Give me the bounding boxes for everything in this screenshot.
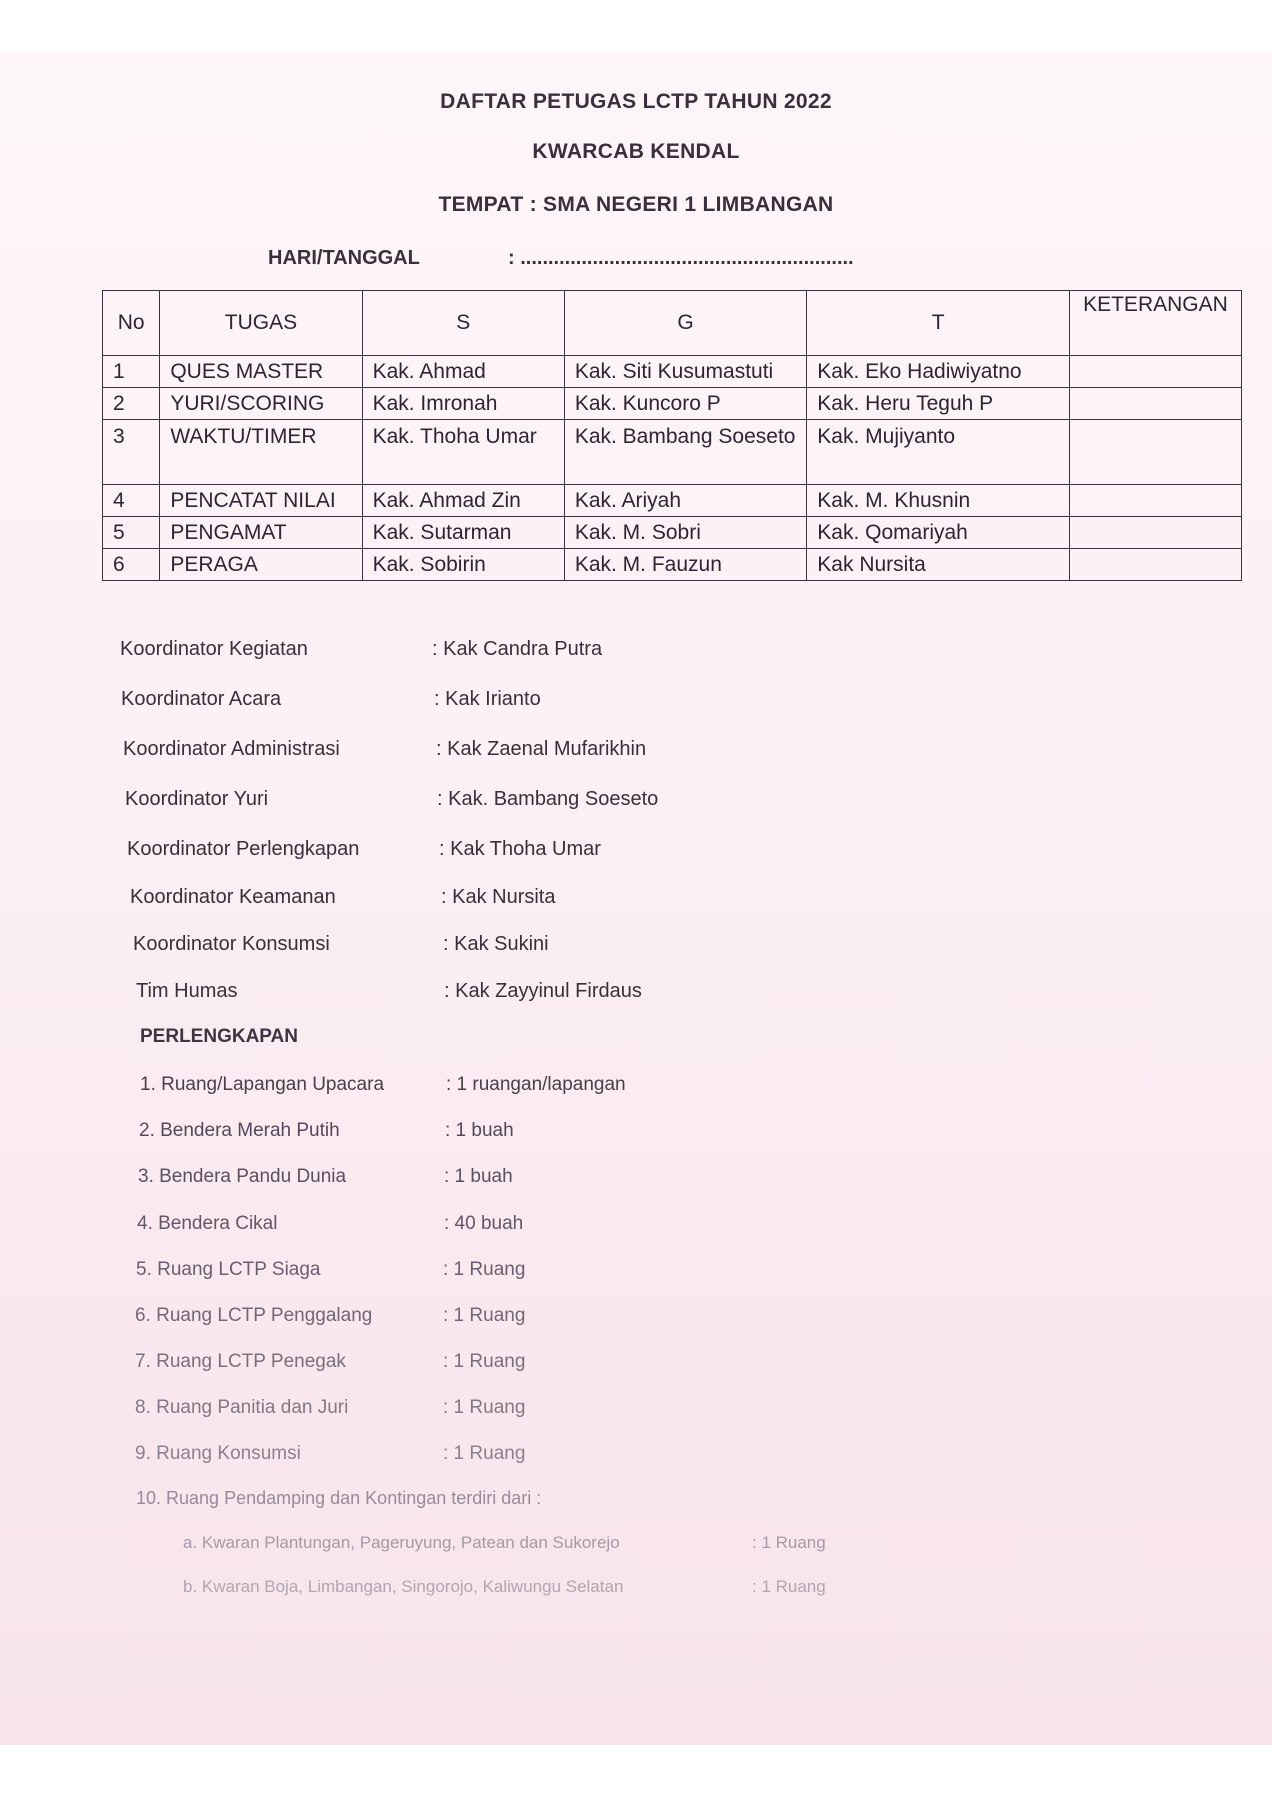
table-row [103, 549, 1242, 581]
cell-g: Kak. Kuncoro P [564, 388, 806, 420]
equipment-qty: : 1 Ruang [443, 1443, 526, 1464]
cell-keterangan [1069, 420, 1241, 485]
cell-keterangan [1069, 388, 1241, 420]
coordinator-label: Koordinator Kegiatan [120, 638, 308, 660]
table-header-row [103, 291, 1242, 356]
coordinator-label: Koordinator Perlengkapan [127, 838, 360, 860]
table-row [103, 420, 1242, 485]
column-header: TUGAS [160, 291, 362, 356]
equipment-subitem-qty: : 1 Ruang [752, 1533, 826, 1552]
cell-no: 1 [103, 356, 160, 388]
equipment-subitem-qty: : 1 Ruang [752, 1577, 826, 1596]
equipment-qty: : 1 buah [445, 1120, 514, 1141]
cell-s: Kak. Thoha Umar [362, 420, 564, 485]
coordinator-value: : Kak Thoha Umar [439, 838, 601, 860]
table-row [103, 388, 1242, 420]
cell-no: 2 [103, 388, 160, 420]
cell-t: Kak Nursita [807, 549, 1070, 581]
coordinator-label: Koordinator Konsumsi [133, 933, 330, 955]
cell-g: Kak. M. Sobri [564, 517, 806, 549]
cell-s: Kak. Sutarman [362, 517, 564, 549]
equipment-item: 1. Ruang/Lapangan Upacara [140, 1074, 385, 1095]
date-label: HARI/TANGGAL [268, 247, 420, 269]
cell-tugas: PENGAMAT [160, 517, 362, 549]
coordinator-label: Koordinator Acara [121, 688, 282, 710]
cell-g: Kak. Bambang Soeseto [564, 420, 806, 485]
coordinator-label: Koordinator Yuri [125, 788, 269, 810]
equipment-item: 9. Ruang Konsumsi [135, 1443, 301, 1464]
coordinator-label: Koordinator Administrasi [123, 738, 340, 760]
coordinator-value: : Kak Zaenal Mufarikhin [436, 738, 647, 760]
cell-g: Kak. Siti Kusumastuti [564, 356, 806, 388]
coordinator-label: Tim Humas [136, 980, 238, 1002]
cell-tugas: WAKTU/TIMER [160, 420, 362, 485]
cell-s: Kak. Sobirin [362, 549, 564, 581]
cell-t: Kak. Qomariyah [807, 517, 1070, 549]
coordinator-value: : Kak Nursita [441, 886, 556, 908]
equipment-qty: : 1 ruangan/lapangan [446, 1074, 626, 1095]
equipment-item: 7. Ruang LCTP Penegak [135, 1351, 346, 1372]
venue-line: TEMPAT : SMA NEGERI 1 LIMBANGAN [438, 193, 834, 216]
cell-t: Kak. Mujiyanto [807, 420, 1070, 485]
equipment-item: 8. Ruang Panitia dan Juri [135, 1397, 349, 1418]
cell-keterangan [1069, 485, 1241, 517]
equipment-subitem: a. Kwaran Plantungan, Pageruyung, Patean dan Sukorejo [183, 1533, 620, 1552]
document-title: DAFTAR PETUGAS LCTP TAHUN 2022 [440, 90, 832, 113]
organization-name: KWARCAB KENDAL [532, 140, 740, 163]
cell-s: Kak. Imronah [362, 388, 564, 420]
coordinator-value: : Kak Zayyinul Firdaus [444, 980, 642, 1002]
equipment-subitem: b. Kwaran Boja, Limbangan, Singorojo, Kaliwungu Selatan [183, 1577, 624, 1596]
column-header: S [362, 291, 564, 356]
cell-tugas: YURI/SCORING [160, 388, 362, 420]
cell-no: 4 [103, 485, 160, 517]
cell-g: Kak. M. Fauzun [564, 549, 806, 581]
cell-keterangan [1069, 356, 1241, 388]
cell-keterangan [1069, 517, 1241, 549]
equipment-qty: : 1 Ruang [443, 1397, 526, 1418]
equipment-qty: : 1 Ruang [443, 1305, 526, 1326]
coordinator-label: Koordinator Keamanan [130, 886, 336, 908]
cell-tugas: PERAGA [160, 549, 362, 581]
cell-t: Kak. Eko Hadiwiyatno [807, 356, 1070, 388]
roster-table [102, 290, 1242, 581]
cell-keterangan [1069, 549, 1241, 581]
equipment-qty: : 1 Ruang [443, 1351, 526, 1372]
equipment-qty: : 1 Ruang [443, 1259, 526, 1280]
cell-t: Kak. Heru Teguh P [807, 388, 1070, 420]
equipment-item: 6. Ruang LCTP Penggalang [135, 1305, 373, 1326]
coordinator-value: : Kak Irianto [434, 688, 541, 710]
cell-t: Kak. M. Khusnin [807, 485, 1070, 517]
equipment-item: 4. Bendera Cikal [137, 1213, 278, 1234]
date-row [268, 247, 854, 270]
cell-tugas: QUES MASTER [160, 356, 362, 388]
cell-no: 5 [103, 517, 160, 549]
cell-s: Kak. Ahmad [362, 356, 564, 388]
cell-s: Kak. Ahmad Zin [362, 485, 564, 517]
coordinator-value: : Kak Sukini [443, 933, 549, 955]
table-row [103, 517, 1242, 549]
column-header: T [807, 291, 1070, 356]
coordinator-value: : Kak Candra Putra [432, 638, 603, 660]
cell-tugas: PENCATAT NILAI [160, 485, 362, 517]
column-header: G [564, 291, 806, 356]
equipment-item: 2. Bendera Merah Putih [139, 1120, 340, 1141]
equipment-heading: PERLENGKAPAN [140, 1026, 298, 1047]
cell-no: 6 [103, 549, 160, 581]
equipment-item: 5. Ruang LCTP Siaga [136, 1259, 321, 1280]
table-row [103, 485, 1242, 517]
cell-g: Kak. Ariyah [564, 485, 806, 517]
table-row [103, 356, 1242, 388]
date-value: : ............................................................ [508, 247, 854, 269]
column-header: No [103, 291, 160, 356]
cell-no: 3 [103, 420, 160, 485]
equipment-item: 3. Bendera Pandu Dunia [138, 1166, 347, 1187]
equipment-qty: : 1 buah [444, 1166, 513, 1187]
equipment-item: 10. Ruang Pendamping dan Kontingan terdiri dari : [136, 1488, 542, 1508]
coordinator-value: : Kak. Bambang Soeseto [437, 788, 659, 810]
column-header: KETERANGAN [1069, 291, 1241, 356]
equipment-qty: : 40 buah [444, 1213, 524, 1234]
